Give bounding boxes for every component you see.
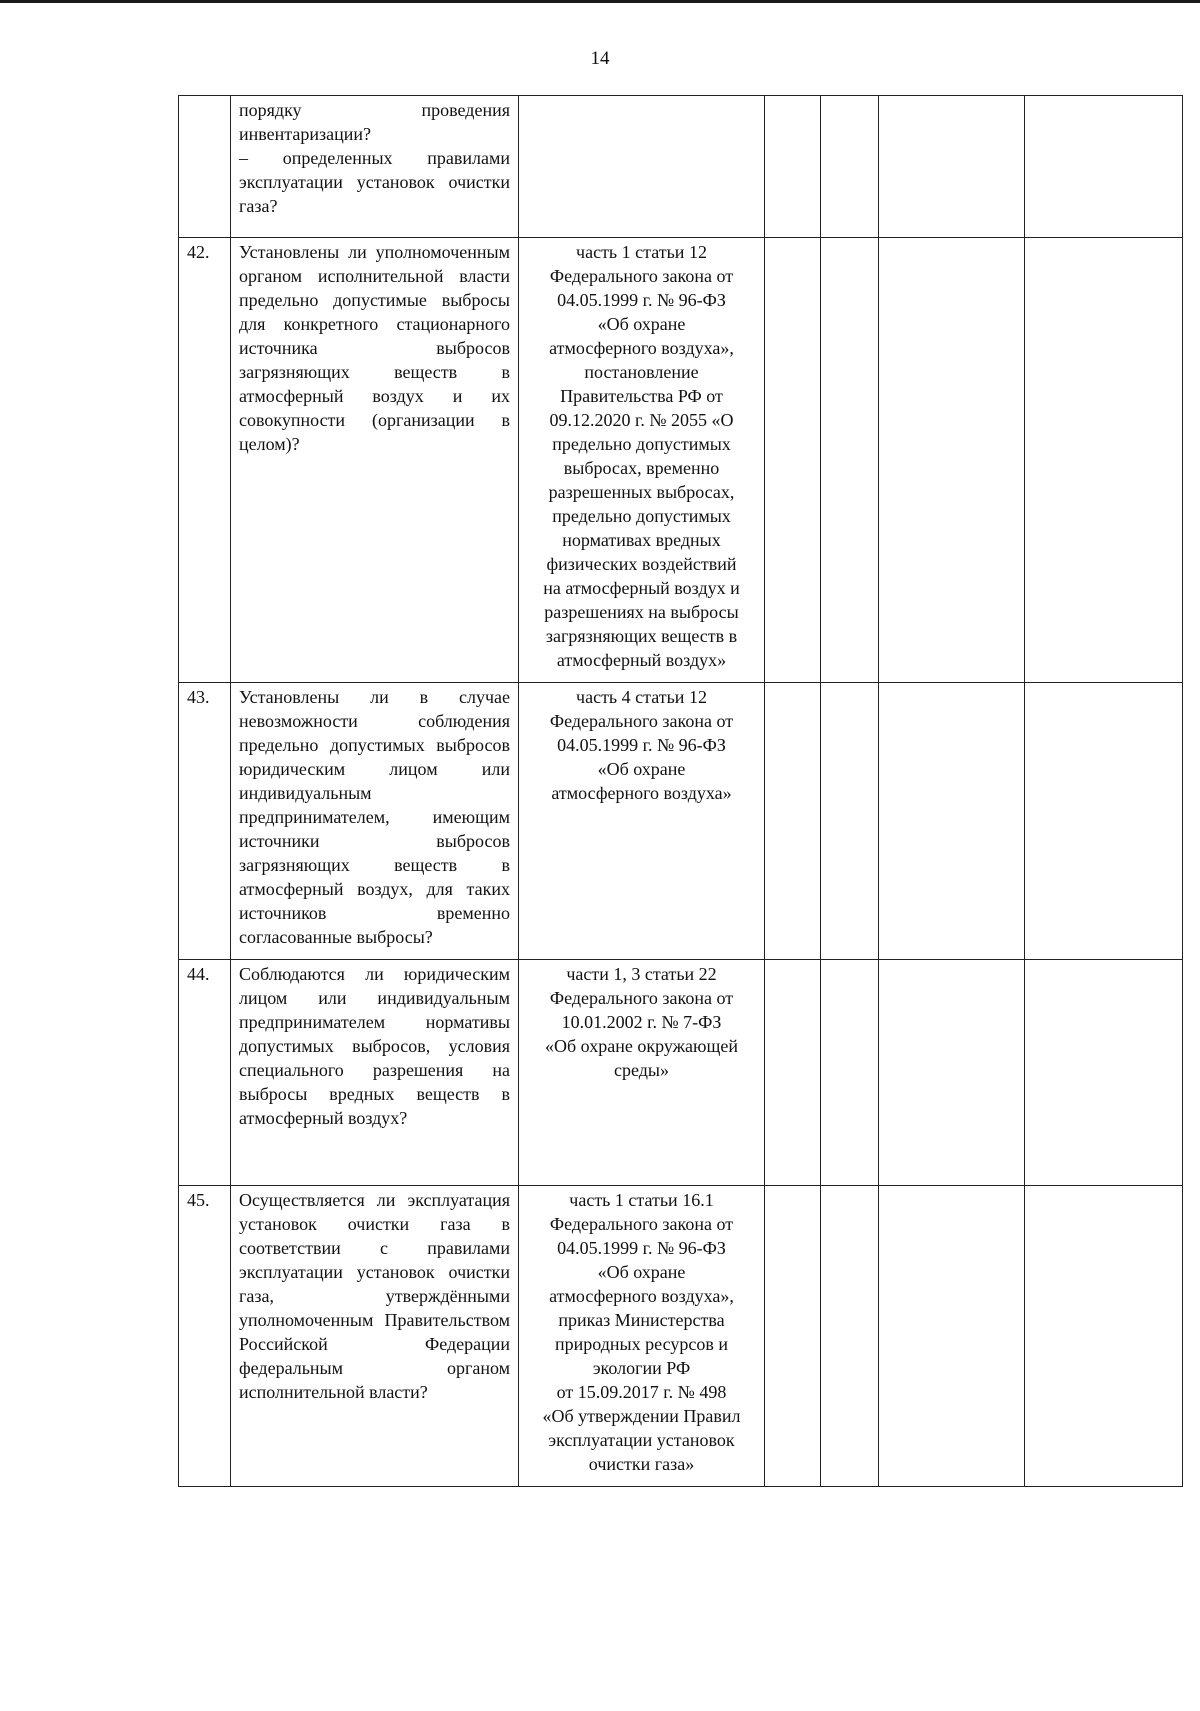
legal-reference-line: 10.01.2002 г. № 7-ФЗ	[561, 1012, 722, 1032]
row-number	[179, 96, 231, 238]
legal-reference-line: среды»	[614, 1060, 669, 1080]
answer-na-cell	[879, 683, 1025, 960]
legal-reference-line: атмосферного воздуха»,	[549, 338, 734, 358]
answer-yes-cell	[765, 960, 821, 1186]
legal-reference-line: атмосферного воздуха»,	[549, 1286, 734, 1306]
legal-reference-line: разрешенных выбросах,	[548, 482, 735, 502]
table-row	[179, 96, 1183, 238]
answer-no-cell	[821, 238, 879, 683]
legal-reference-line: Федерального закона от	[549, 711, 734, 731]
legal-reference	[519, 1186, 765, 1487]
legal-reference-line: часть 1 статьи 16.1	[569, 1190, 714, 1210]
checklist-table	[178, 95, 1183, 1487]
legal-reference	[519, 238, 765, 683]
requirement-question: Установлены ли в случае невозможности соблюдения предельно допустимых выбросов юридическим лицом или индивидуальным предпринимателем, имеющим источники выбросов загрязняющих веществ в атмосферный воздух, для таких источников временно согласованные выбросы?	[231, 683, 519, 960]
answer-yes-cell	[765, 1186, 821, 1487]
legal-reference-line: «Об охране	[597, 314, 686, 334]
legal-reference-line: предельно допустимых	[552, 506, 731, 526]
legal-reference-line: выбросах, временно	[563, 458, 720, 478]
legal-reference-line: экологии РФ	[592, 1358, 691, 1378]
scan-top-border	[0, 0, 1200, 3]
answer-yes-cell	[765, 238, 821, 683]
answer-yes-cell	[765, 96, 821, 238]
row-number: 42.	[179, 238, 231, 683]
legal-reference-line: «Об охране окружающей	[545, 1036, 738, 1056]
legal-reference-line: 09.12.2020 г. № 2055 «О	[549, 410, 734, 430]
answer-no-cell	[821, 1186, 879, 1487]
legal-reference-line: 04.05.1999 г. № 96-ФЗ	[557, 735, 726, 755]
legal-reference-line: Федерального закона от	[549, 1214, 734, 1234]
note-cell	[1025, 960, 1183, 1186]
note-cell	[1025, 1186, 1183, 1487]
legal-reference-line: 04.05.1999 г. № 96-ФЗ	[557, 290, 726, 310]
legal-reference	[519, 96, 765, 238]
answer-no-cell	[821, 960, 879, 1186]
legal-reference-line: природных ресурсов и	[555, 1334, 728, 1354]
legal-reference-line: предельно допустимых	[552, 434, 731, 454]
legal-reference-line: эксплуатации установок	[548, 1430, 735, 1450]
legal-reference-line: нормативах вредных	[562, 530, 721, 550]
legal-reference-line: постановление	[584, 362, 699, 382]
legal-reference-line: часть 1 статьи 12	[576, 242, 707, 262]
legal-reference-line: приказ Министерства	[558, 1310, 725, 1330]
legal-reference-line: загрязняющих веществ в	[545, 626, 738, 646]
table-row	[179, 1186, 1183, 1487]
requirement-question: Установлены ли уполномоченным органом исполнительной власти предельно допустимые выбросы для конкретного стационарного источника выбросов загрязняющих веществ в атмосферный воздух и их совокупности (организации в целом)?	[231, 238, 519, 683]
row-number: 45.	[179, 1186, 231, 1487]
note-cell	[1025, 683, 1183, 960]
page-number: 14	[590, 48, 610, 69]
answer-na-cell	[879, 960, 1025, 1186]
note-cell	[1025, 96, 1183, 238]
legal-reference	[519, 960, 765, 1186]
legal-reference-line: Федерального закона от	[549, 988, 734, 1008]
legal-reference-line: очистки газа»	[588, 1454, 695, 1474]
row-number: 44.	[179, 960, 231, 1186]
legal-reference-line: разрешениях на выбросы	[544, 602, 739, 622]
note-cell	[1025, 238, 1183, 683]
answer-yes-cell	[765, 683, 821, 960]
legal-reference	[519, 683, 765, 960]
requirement-question: порядку проведения инвентаризации? – определенных правилами эксплуатации установок очистки газа?	[231, 96, 519, 238]
answer-na-cell	[879, 238, 1025, 683]
legal-reference-line: 04.05.1999 г. № 96-ФЗ	[557, 1238, 726, 1258]
legal-reference-line: на атмосферный воздух и	[543, 578, 740, 598]
table-row	[179, 683, 1183, 960]
requirement-question: Осуществляется ли эксплуатация установок очистки газа в соответствии с правилами эксплуатации установок очистки газа, утверждёнными уполномоченным Правительством Российской Федерации федеральным органом исполнительной власти?	[231, 1186, 519, 1487]
legal-reference-line: физических воздействий	[546, 554, 737, 574]
legal-reference-line: атмосферный воздух»	[556, 650, 727, 670]
legal-reference-line: от 15.09.2017 г. № 498	[556, 1382, 727, 1402]
requirement-question: Соблюдаются ли юридическим лицом или индивидуальным предпринимателем нормативы допустимых выбросов, условия специального разрешения на выбросы вредных веществ в атмосферный воздух?	[231, 960, 519, 1186]
answer-na-cell	[879, 1186, 1025, 1487]
legal-reference-line: «Об охране	[597, 759, 686, 779]
legal-reference-line: части 1, 3 статьи 22	[566, 964, 717, 984]
table-row	[179, 238, 1183, 683]
legal-reference-line: «Об утверждении Правил	[542, 1406, 741, 1426]
legal-reference-line: атмосферного воздуха»	[551, 783, 732, 803]
table-row	[179, 960, 1183, 1186]
answer-no-cell	[821, 683, 879, 960]
answer-na-cell	[879, 96, 1025, 238]
legal-reference-line: «Об охране	[597, 1262, 686, 1282]
legal-reference-line: Правительства РФ от	[560, 386, 723, 406]
legal-reference-line: часть 4 статьи 12	[576, 687, 707, 707]
legal-reference-line: Федерального закона от	[549, 266, 734, 286]
answer-no-cell	[821, 96, 879, 238]
row-number: 43.	[179, 683, 231, 960]
